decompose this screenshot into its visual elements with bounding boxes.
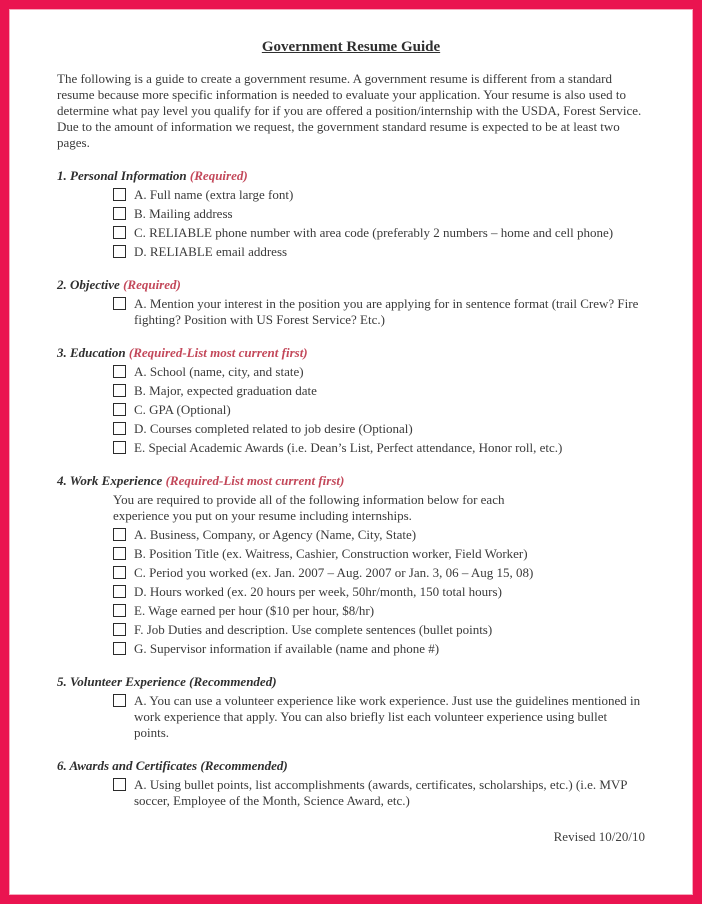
checkbox-icon[interactable] (113, 384, 126, 397)
checklist-item-label: A. Business, Company, or Agency (Name, City, State) (134, 527, 417, 542)
checkbox-icon[interactable] (113, 778, 126, 791)
checkbox-icon[interactable] (113, 642, 126, 655)
checklist-item (113, 641, 645, 657)
checklist-item (113, 402, 645, 418)
checkbox-icon[interactable] (113, 207, 126, 220)
section-qualifier: (Required) (189, 168, 248, 183)
guide-section-2 (57, 277, 645, 328)
guide-section-4 (57, 473, 645, 657)
checklist-item-label: A. Full name (extra large font) (134, 187, 294, 202)
checklist-item (113, 383, 645, 399)
section-title: 1. Personal Information (57, 168, 190, 183)
intro-paragraph: The following is a guide to create a government resume. A government resume is different from a standard resume because more specific information is needed to evaluate your application. Your resume is also used to determine what pay level you qualify for if you are offered a position/internship with the USDA, Forest Service. Due to the amount of information we request, the government standard resume is expected to be at least two pages. (57, 71, 642, 150)
checklist-item (113, 421, 645, 437)
checklist-item (113, 364, 645, 380)
checkbox-icon[interactable] (113, 694, 126, 707)
checklist-item-label: C. Period you worked (ex. Jan. 2007 – Aug. 2007 or Jan. 3, 06 – Aug 15, 08) (134, 565, 534, 580)
checklist-item (113, 440, 645, 456)
checklist (113, 527, 645, 657)
section-heading (57, 674, 645, 689)
section-title: 3. Education (57, 345, 129, 360)
checkbox-icon[interactable] (113, 188, 126, 201)
checklist-item-label: E. Special Academic Awards (i.e. Dean’s List, Perfect attendance, Honor roll, etc.) (134, 440, 563, 455)
checklist-item (113, 244, 645, 260)
section-title: 4. Work Experience (57, 473, 166, 488)
guide-section-3 (57, 345, 645, 456)
section-heading (57, 473, 645, 488)
guide-section-6 (57, 758, 645, 809)
checkbox-icon[interactable] (113, 297, 126, 310)
guide-section-5 (57, 674, 645, 741)
checkbox-icon[interactable] (113, 226, 126, 239)
sections-container (57, 168, 645, 809)
checklist-item-label: G. Supervisor information if available (name and phone #) (134, 641, 440, 656)
checkbox-icon[interactable] (113, 585, 126, 598)
checkbox-icon[interactable] (113, 365, 126, 378)
checklist (113, 187, 645, 260)
checklist-item (113, 622, 645, 638)
checklist-item-label: A. Using bullet points, list accomplishments (awards, certificates, scholarships, etc.) (i.e. MVP soccer, Employee of the Month, Science Award, etc.) (134, 777, 628, 808)
checklist-item-label: D. Courses completed related to job desire (Optional) (134, 421, 413, 436)
checklist-item (113, 225, 645, 241)
section-title: 2. Objective (57, 277, 124, 292)
checkbox-icon[interactable] (113, 547, 126, 560)
revision-date: Revised 10/20/10 (553, 829, 645, 844)
guide-section-1 (57, 168, 645, 260)
checklist-item-label: C. RELIABLE phone number with area code (preferably 2 numbers – home and cell phone) (134, 225, 614, 240)
checklist-item-label: D. Hours worked (ex. 20 hours per week, 50hr/month, 150 total hours) (134, 584, 502, 599)
checklist-item (113, 546, 645, 562)
checklist-item (113, 693, 645, 741)
checklist-item-label: A. Mention your interest in the position you are applying for in sentence format (trail Crew? Fire fighting? Position with US Forest Service? Etc.) (134, 296, 639, 327)
checkbox-icon[interactable] (113, 623, 126, 636)
checklist (113, 364, 645, 456)
checklist-item-label: A. School (name, city, and state) (134, 364, 304, 379)
section-heading (57, 277, 645, 292)
checklist-item (113, 584, 645, 600)
checklist-item-label: B. Position Title (ex. Waitress, Cashier, Construction worker, Field Worker) (134, 546, 528, 561)
checklist-item-label: F. Job Duties and description. Use complete sentences (bullet points) (134, 622, 493, 637)
checklist-item-label: C. GPA (Optional) (134, 402, 231, 417)
section-heading (57, 345, 645, 360)
section-heading (57, 168, 645, 183)
checkbox-icon[interactable] (113, 566, 126, 579)
checklist-item-label: D. RELIABLE email address (134, 244, 288, 259)
checklist-item (113, 603, 645, 619)
checkbox-icon[interactable] (113, 604, 126, 617)
checkbox-icon[interactable] (113, 245, 126, 258)
checklist-item-label: B. Mailing address (134, 206, 233, 221)
checkbox-icon[interactable] (113, 422, 126, 435)
checklist (113, 296, 645, 328)
checklist-item (113, 296, 645, 328)
section-qualifier: (Required) (123, 277, 181, 292)
checklist (113, 777, 645, 809)
checklist-item-label: E. Wage earned per hour ($10 per hour, $8/hr) (134, 603, 375, 618)
section-qualifier: (Required-List most current first) (128, 345, 308, 360)
section-qualifier: (Required-List most current first) (165, 473, 345, 488)
page-title: Government Resume Guide (261, 39, 441, 55)
checkbox-icon[interactable] (113, 441, 126, 454)
checklist-item (113, 527, 645, 543)
section-heading (57, 758, 645, 773)
checkbox-icon[interactable] (113, 528, 126, 541)
section-title: 6. Awards and Certificates (57, 758, 201, 773)
checklist-item-label: A. You can use a volunteer experience like work experience. Just use the guidelines mentioned in work experience that apply. You can also briefly list each volunteer experience using bullet points. (134, 693, 641, 740)
section-note: You are required to provide all of the following information below for each experience you put on your resume including internships. (113, 492, 505, 523)
checklist (113, 693, 645, 741)
section-qualifier: (Recommended) (189, 674, 277, 689)
section-qualifier: (Recommended) (200, 758, 288, 773)
section-title: 5. Volunteer Experience (57, 674, 190, 689)
checklist-item (113, 187, 645, 203)
checkbox-icon[interactable] (113, 403, 126, 416)
checklist-item (113, 565, 645, 581)
checklist-item (113, 206, 645, 222)
checklist-item-label: B. Major, expected graduation date (134, 383, 317, 398)
checklist-item (113, 777, 645, 809)
